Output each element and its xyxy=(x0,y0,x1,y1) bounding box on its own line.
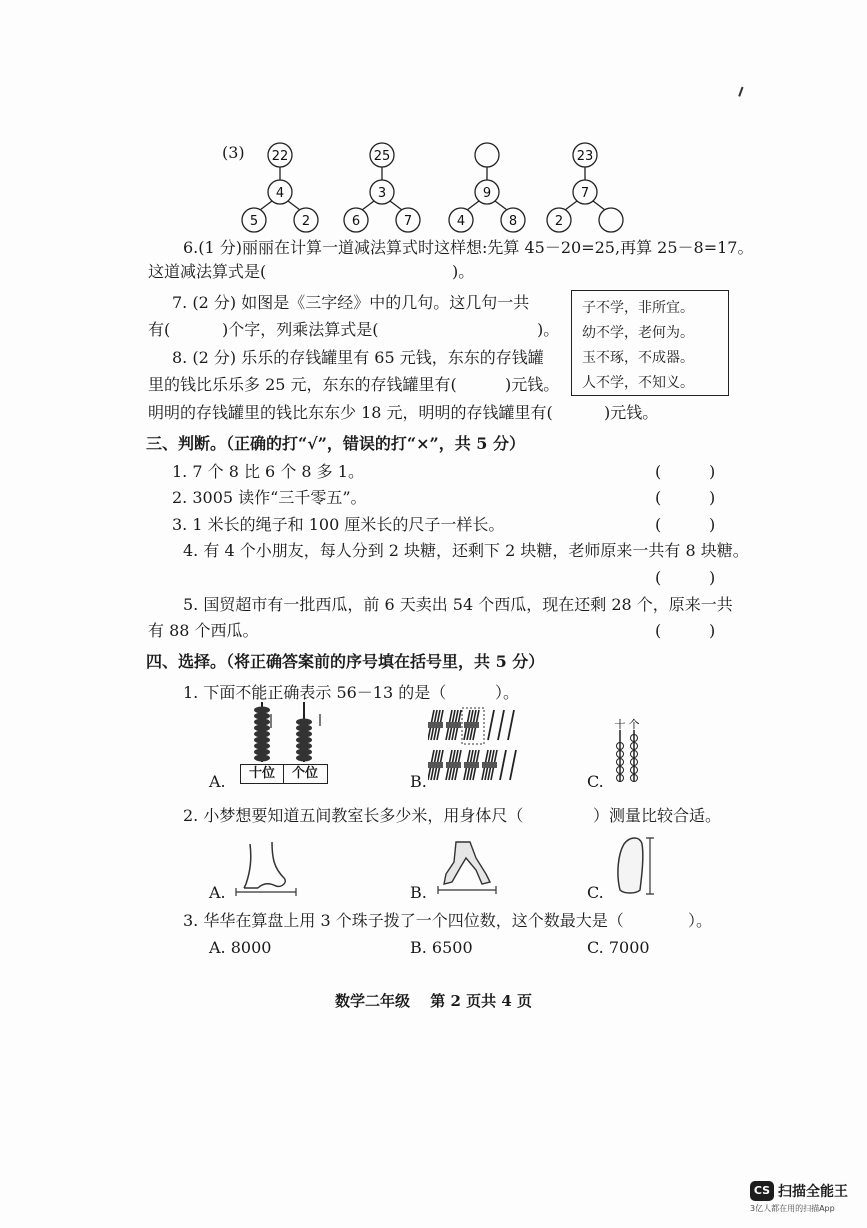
single-stick xyxy=(498,710,504,740)
scanner-app-name: 扫描全能王 xyxy=(778,1184,848,1200)
single-stick xyxy=(488,710,494,740)
judge-item-5b: 有 88 个西瓜。 xyxy=(148,621,259,640)
q1-option-a-label: A. xyxy=(209,772,226,791)
ones-cell: 个位 xyxy=(291,766,318,781)
tree-edge xyxy=(260,201,272,210)
q8-line1: 8. (2 分) 乐乐的存钱罐里有 65 元钱，东东的存钱罐 xyxy=(172,348,544,367)
q6-line1: 6.(1 分)丽丽在计算一道减法算式时这样想:先算 45－20=25,再算 25－8=17。 xyxy=(183,238,754,257)
q1-option-c-label: C. xyxy=(587,772,604,791)
judge-item-4: 4. 有 4 个小朋友，每人分到 2 块糖，还剩下 2 块糖，老师原来一共有 8 块糖。 xyxy=(183,541,749,560)
tree-node-value: 7 xyxy=(580,186,590,201)
tree-edge xyxy=(593,201,605,210)
tree-node-value: 9 xyxy=(482,186,492,201)
bead xyxy=(254,719,270,726)
q2-option-a-label: A. xyxy=(209,883,226,902)
answer-paren-open: ( xyxy=(655,621,662,640)
answer-paren-close: ) xyxy=(709,462,716,481)
single-stick xyxy=(500,750,506,780)
tree-edge xyxy=(467,201,479,210)
tree-node-value: 7 xyxy=(403,214,413,229)
foot-length-picture xyxy=(610,834,660,898)
bundle-band xyxy=(428,722,443,728)
choice-q3-close: ）。 xyxy=(688,911,713,930)
tree-node-value: 25 xyxy=(373,149,391,164)
bead xyxy=(254,737,270,744)
q3-option-b: B. 6500 xyxy=(410,938,473,957)
bead xyxy=(254,713,270,720)
tree-node-circle xyxy=(599,208,623,232)
abacus-picture xyxy=(610,716,650,786)
q3-option-a: A. 8000 xyxy=(209,938,272,957)
q7-line1: 7. (2 分) 如图是《三字经》中的几句。这几句一共 xyxy=(172,293,530,312)
tree-edge xyxy=(495,201,507,210)
tree-node-value: 3 xyxy=(377,186,387,201)
stick-bundles-picture xyxy=(428,706,528,786)
tens-cell: 十位 xyxy=(241,765,284,783)
bead xyxy=(296,755,312,762)
q2-option-c-label: C. xyxy=(587,883,604,902)
tree-node-value: 6 xyxy=(351,214,361,229)
bead xyxy=(254,731,270,738)
abacus-tens-label: 十 xyxy=(614,719,626,731)
choice-q1-close: ）。 xyxy=(495,683,520,702)
bead xyxy=(254,755,270,762)
q3-option-c: C. 7000 xyxy=(587,938,650,957)
stride-picture xyxy=(432,838,502,898)
q8-line3a: 明明的存钱罐里的钱比东东少 18 元，明明的存钱罐里有( xyxy=(148,403,553,422)
tree-node-value: 4 xyxy=(275,186,285,201)
q8-line3b: )元钱。 xyxy=(604,403,659,422)
bead xyxy=(254,749,270,756)
q8-line2b: )元钱。 xyxy=(505,375,560,394)
q2-option-b-label: B. xyxy=(410,883,427,902)
bead xyxy=(296,725,312,732)
single-stick xyxy=(510,750,516,780)
sanzijing-poem-box xyxy=(571,290,729,396)
tree-node-value: 23 xyxy=(576,149,594,164)
bead xyxy=(296,737,312,744)
answer-paren-close: ) xyxy=(709,515,716,534)
bundle-band xyxy=(464,762,479,768)
poem-line-4: 人不学，不知义。 xyxy=(582,375,694,391)
answer-paren-open: ( xyxy=(655,515,662,534)
tree-node-value: 22 xyxy=(271,149,289,164)
section4-title: 四、选择。（将正确答案前的序号填在括号里，共 5 分） xyxy=(146,652,545,671)
answer-paren-open: ( xyxy=(655,462,662,481)
scanner-tagline: 3亿人都在用的扫描App xyxy=(750,1204,835,1213)
answer-paren-open: ( xyxy=(655,568,662,587)
corner-mark xyxy=(734,85,743,96)
bead xyxy=(296,749,312,756)
answer-paren-open: ( xyxy=(655,488,662,507)
choice-q2-close: ）测量比较合适。 xyxy=(593,806,722,825)
tree-node-value: 5 xyxy=(249,214,259,229)
tree-edge xyxy=(362,201,374,210)
tree-edge xyxy=(565,201,577,210)
poem-line-1: 子不学，非所宜。 xyxy=(582,300,694,316)
judge-item-5a: 5. 国贸超市有一批西瓜，前 6 天卖出 54 个西瓜，现在还剩 28 个，原来一共 xyxy=(183,595,733,614)
tree-node-value: 2 xyxy=(301,214,311,229)
judge-item-1: 1. 7 个 8 比 6 个 8 多 1。 xyxy=(172,462,364,481)
tree-node-value: 8 xyxy=(508,214,518,229)
hand-span-picture xyxy=(232,838,302,898)
bead xyxy=(296,743,312,750)
q6-line2: 这道减法算式是( xyxy=(148,262,267,281)
choice-q2-text: 2. 小梦想要知道五间教室长多少米，用身体尺（ xyxy=(183,806,524,825)
bead xyxy=(254,743,270,750)
q7-line2a: 有( xyxy=(148,320,171,339)
answer-paren-close: ) xyxy=(709,488,716,507)
answer-paren-close: ) xyxy=(709,568,716,587)
page-footer: 数学二年级 第 2 页共 4 页 xyxy=(335,992,532,1010)
answer-paren-close: ) xyxy=(709,621,716,640)
q7-line2b: )个字，列乘法算式是( xyxy=(222,320,379,339)
bead xyxy=(254,725,270,732)
judge-item-2: 2. 3005 读作“三千零五”。 xyxy=(172,488,367,507)
bead xyxy=(254,707,270,714)
scanner-logo-badge: CS xyxy=(750,1181,774,1201)
tree-edge xyxy=(390,201,402,210)
bundle-band xyxy=(446,722,461,728)
poem-line-3: 玉不琢，不成器。 xyxy=(582,350,694,366)
place-value-table xyxy=(240,764,328,784)
q8-line2a: 里的钱比乐乐多 25 元，东东的存钱罐里有( xyxy=(148,375,457,394)
number-trees xyxy=(0,140,867,380)
choice-q3-text: 3. 华华在算盘上用 3 个珠子拨了一个四位数，这个数最大是（ xyxy=(183,911,624,930)
tree-node-value: 4 xyxy=(456,214,466,229)
bundle-band xyxy=(446,762,461,768)
bundle-band xyxy=(464,722,479,728)
part3-label: (3) xyxy=(222,143,245,162)
q7-close: )。 xyxy=(537,320,560,339)
tree-edge xyxy=(288,201,300,210)
poem-line-2: 幼不学，老何为。 xyxy=(582,325,694,341)
tree-node-value: 2 xyxy=(554,214,564,229)
single-stick xyxy=(508,710,514,740)
bead xyxy=(296,731,312,738)
section3-title: 三、判断。（正确的打“√”，错误的打“×”，共 5 分） xyxy=(146,434,526,453)
bead xyxy=(296,719,312,726)
tree-node-circle xyxy=(475,143,499,167)
abacus-ones-label: 个 xyxy=(628,719,640,731)
q6-close: )。 xyxy=(452,262,475,281)
bundle-band xyxy=(482,762,497,768)
bundle-band xyxy=(428,762,443,768)
judge-item-3: 3. 1 米长的绳子和 100 厘米长的尺子一样长。 xyxy=(172,515,505,534)
choice-q1-text: 1. 下面不能正确表示 56－13 的是（ xyxy=(183,683,447,702)
q1-option-b-label: B. xyxy=(410,772,427,791)
